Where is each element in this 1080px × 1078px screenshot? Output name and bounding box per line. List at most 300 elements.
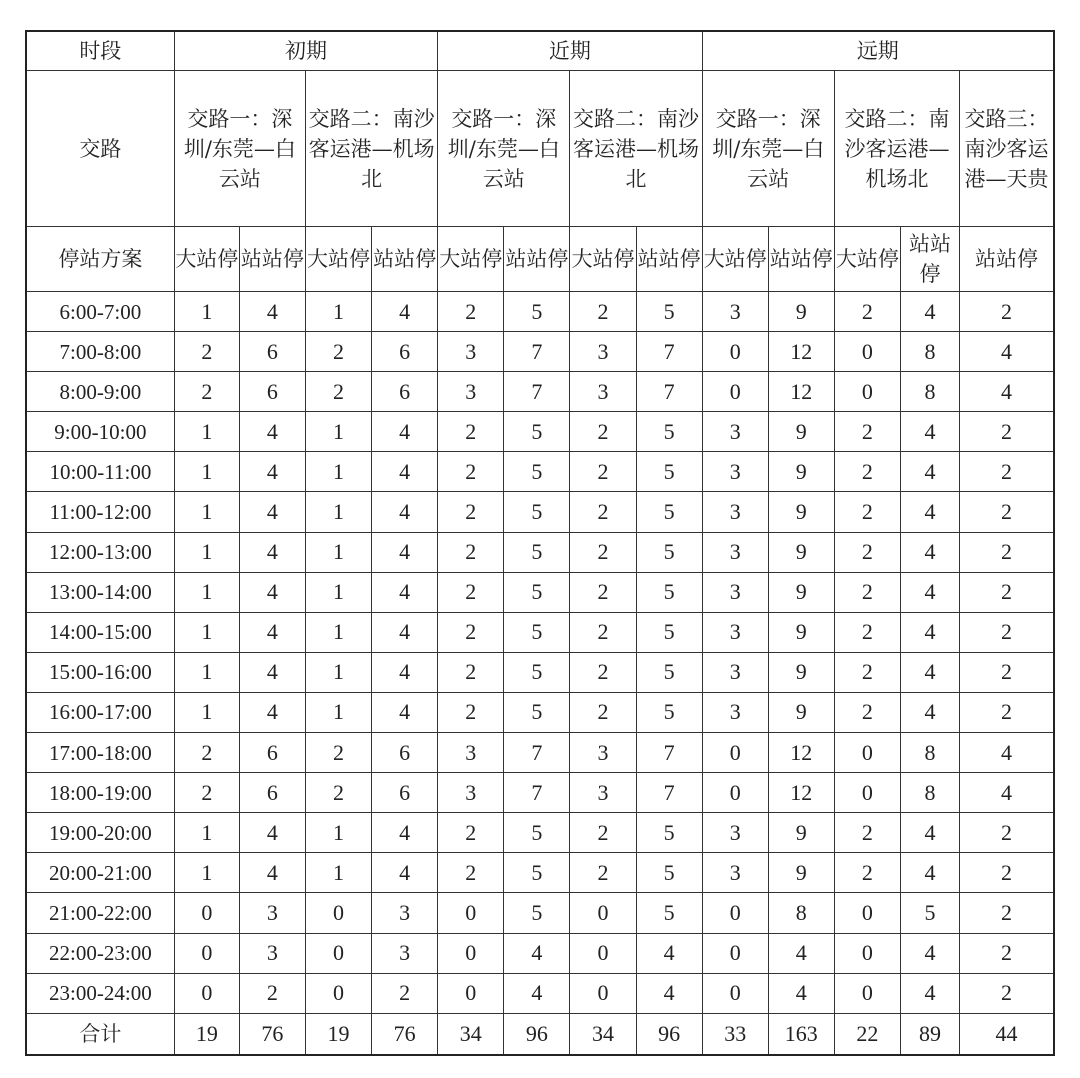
route-header-cell: 交路三：南沙客运港—天贵 [960,71,1054,227]
value-cell: 2 [174,733,239,773]
table-row [26,933,1054,973]
value-cell: 0 [702,973,768,1013]
table-row [26,973,1054,1013]
value-cell: 2 [960,933,1054,973]
value-cell: 5 [636,853,702,893]
value-cell: 2 [570,452,636,492]
value-cell: 4 [900,452,959,492]
value-cell: 4 [960,332,1054,372]
value-cell: 12 [768,372,834,412]
value-cell: 0 [834,372,900,412]
value-cell: 4 [900,612,959,652]
value-cell: 7 [636,332,702,372]
value-cell: 5 [900,893,959,933]
total-cell: 34 [570,1013,636,1055]
stop-type-cell: 站站停 [239,227,305,292]
total-cell: 89 [900,1013,959,1055]
value-cell: 1 [174,813,239,853]
stop-type-cell: 大站停 [570,227,636,292]
value-cell: 5 [636,813,702,853]
value-cell: 9 [768,452,834,492]
value-cell: 4 [504,933,570,973]
table-row [26,893,1054,933]
value-cell: 9 [768,412,834,452]
table-row [26,652,1054,692]
time-slot-cell: 13:00-14:00 [26,572,174,612]
value-cell: 2 [305,773,371,813]
value-cell: 4 [239,692,305,732]
value-cell: 3 [372,893,438,933]
value-cell: 1 [305,452,371,492]
value-cell: 0 [305,893,371,933]
value-cell: 5 [504,893,570,933]
value-cell: 2 [960,292,1054,332]
value-cell: 2 [834,412,900,452]
value-cell: 5 [504,853,570,893]
value-cell: 2 [438,572,504,612]
table-row [26,813,1054,853]
value-cell: 0 [702,372,768,412]
value-cell: 9 [768,532,834,572]
hourly-data-body [26,292,1054,1014]
value-cell: 8 [900,773,959,813]
time-slot-cell: 7:00-8:00 [26,332,174,372]
value-cell: 1 [174,572,239,612]
value-cell: 1 [174,412,239,452]
time-slot-cell: 14:00-15:00 [26,612,174,652]
value-cell: 2 [960,532,1054,572]
value-cell: 7 [504,372,570,412]
stop-type-cell: 大站停 [438,227,504,292]
value-cell: 5 [636,292,702,332]
value-cell: 0 [174,973,239,1013]
value-cell: 4 [900,492,959,532]
value-cell: 3 [570,332,636,372]
time-slot-cell: 16:00-17:00 [26,692,174,732]
stop-type-cell: 站站停 [900,227,959,292]
value-cell: 4 [239,452,305,492]
value-cell: 2 [960,853,1054,893]
value-cell: 2 [438,492,504,532]
total-cell: 19 [305,1013,371,1055]
table-row [26,612,1054,652]
value-cell: 4 [239,532,305,572]
total-cell: 44 [960,1013,1054,1055]
value-cell: 1 [305,572,371,612]
value-cell: 0 [834,933,900,973]
table-row [26,692,1054,732]
value-cell: 1 [305,492,371,532]
time-slot-cell: 20:00-21:00 [26,853,174,893]
value-cell: 1 [174,692,239,732]
value-cell: 1 [174,652,239,692]
value-cell: 2 [960,452,1054,492]
value-cell: 1 [174,853,239,893]
stop-type-header-row [26,227,1054,292]
value-cell: 1 [174,612,239,652]
value-cell: 2 [834,853,900,893]
value-cell: 5 [636,532,702,572]
value-cell: 4 [372,572,438,612]
phase-initial-header: 初期 [174,31,437,71]
value-cell: 0 [438,933,504,973]
value-cell: 3 [438,733,504,773]
value-cell: 5 [636,692,702,732]
table-row [26,332,1054,372]
time-slot-cell: 9:00-10:00 [26,412,174,452]
value-cell: 5 [504,652,570,692]
value-cell: 2 [570,292,636,332]
total-cell: 76 [372,1013,438,1055]
value-cell: 4 [900,933,959,973]
route-header-cell: 交路二：南沙客运港—机场北 [834,71,959,227]
value-cell: 4 [636,973,702,1013]
value-cell: 2 [960,813,1054,853]
value-cell: 3 [702,692,768,732]
value-cell: 2 [960,692,1054,732]
value-cell: 4 [960,773,1054,813]
stop-type-cell: 站站停 [768,227,834,292]
value-cell: 4 [372,652,438,692]
value-cell: 1 [174,452,239,492]
value-cell: 1 [174,292,239,332]
value-cell: 0 [834,893,900,933]
value-cell: 2 [834,612,900,652]
value-cell: 3 [372,933,438,973]
route-header-row [26,71,1054,227]
value-cell: 2 [438,652,504,692]
value-cell: 5 [504,532,570,572]
stop-type-cell: 站站停 [960,227,1054,292]
value-cell: 2 [438,853,504,893]
total-cell: 163 [768,1013,834,1055]
value-cell: 9 [768,853,834,893]
value-cell: 3 [702,492,768,532]
route-header-cell: 交路一：深圳/东莞—白云站 [438,71,570,227]
value-cell: 2 [174,773,239,813]
value-cell: 1 [305,652,371,692]
value-cell: 2 [960,973,1054,1013]
value-cell: 1 [305,853,371,893]
value-cell: 3 [570,372,636,412]
value-cell: 4 [900,292,959,332]
value-cell: 2 [570,612,636,652]
value-cell: 7 [636,733,702,773]
value-cell: 2 [960,572,1054,612]
value-cell: 0 [702,893,768,933]
value-cell: 0 [570,893,636,933]
value-cell: 4 [372,692,438,732]
value-cell: 4 [900,973,959,1013]
value-cell: 7 [504,733,570,773]
value-cell: 9 [768,292,834,332]
value-cell: 2 [960,412,1054,452]
value-cell: 3 [438,332,504,372]
value-cell: 0 [834,973,900,1013]
time-slot-cell: 6:00-7:00 [26,292,174,332]
total-cell: 19 [174,1013,239,1055]
value-cell: 4 [900,853,959,893]
value-cell: 2 [960,612,1054,652]
time-slot-cell: 17:00-18:00 [26,733,174,773]
value-cell: 2 [305,733,371,773]
value-cell: 4 [900,412,959,452]
value-cell: 5 [504,692,570,732]
value-cell: 1 [174,492,239,532]
value-cell: 2 [570,652,636,692]
route-header-cell: 交路二：南沙客运港—机场北 [570,71,702,227]
value-cell: 1 [174,532,239,572]
value-cell: 2 [570,532,636,572]
value-cell: 8 [900,733,959,773]
value-cell: 3 [702,452,768,492]
stop-type-cell: 站站停 [636,227,702,292]
value-cell: 4 [239,853,305,893]
time-slot-cell: 23:00-24:00 [26,973,174,1013]
table-row [26,733,1054,773]
value-cell: 9 [768,492,834,532]
phase-long-term-header: 远期 [702,31,1054,71]
value-cell: 5 [636,893,702,933]
value-cell: 0 [702,933,768,973]
value-cell: 2 [834,532,900,572]
train-stop-plan-table [25,30,1055,1056]
value-cell: 4 [372,853,438,893]
value-cell: 3 [438,372,504,412]
value-cell: 0 [570,933,636,973]
value-cell: 2 [570,692,636,732]
total-row [26,1013,1054,1055]
value-cell: 3 [702,532,768,572]
value-cell: 5 [636,652,702,692]
value-cell: 2 [438,692,504,732]
period-header: 时段 [26,31,174,71]
time-slot-cell: 10:00-11:00 [26,452,174,492]
value-cell: 0 [438,973,504,1013]
time-slot-cell: 15:00-16:00 [26,652,174,692]
value-cell: 4 [960,733,1054,773]
stop-type-cell: 大站停 [174,227,239,292]
value-cell: 4 [239,492,305,532]
phase-header-row [26,31,1054,71]
value-cell: 2 [438,532,504,572]
value-cell: 4 [239,412,305,452]
table-row [26,532,1054,572]
total-cell: 96 [504,1013,570,1055]
value-cell: 9 [768,692,834,732]
value-cell: 7 [636,372,702,412]
value-cell: 5 [504,452,570,492]
value-cell: 5 [504,412,570,452]
value-cell: 6 [372,332,438,372]
value-cell: 8 [900,332,959,372]
value-cell: 4 [372,612,438,652]
value-cell: 5 [636,572,702,612]
value-cell: 2 [174,372,239,412]
value-cell: 0 [305,973,371,1013]
value-cell: 4 [768,933,834,973]
table-row [26,492,1054,532]
value-cell: 0 [438,893,504,933]
time-slot-cell: 21:00-22:00 [26,893,174,933]
value-cell: 5 [504,813,570,853]
stop-type-cell: 站站停 [504,227,570,292]
value-cell: 4 [960,372,1054,412]
total-cell: 22 [834,1013,900,1055]
value-cell: 2 [239,973,305,1013]
value-cell: 4 [372,492,438,532]
value-cell: 12 [768,733,834,773]
value-cell: 0 [702,773,768,813]
table-row [26,292,1054,332]
table-row [26,372,1054,412]
value-cell: 0 [834,332,900,372]
value-cell: 2 [834,452,900,492]
time-slot-cell: 19:00-20:00 [26,813,174,853]
value-cell: 1 [305,813,371,853]
value-cell: 4 [372,412,438,452]
time-slot-cell: 11:00-12:00 [26,492,174,532]
value-cell: 5 [504,492,570,532]
value-cell: 4 [372,813,438,853]
value-cell: 6 [372,773,438,813]
value-cell: 4 [239,652,305,692]
stop-plan-header: 停站方案 [26,227,174,292]
value-cell: 5 [636,452,702,492]
value-cell: 2 [570,853,636,893]
value-cell: 1 [305,412,371,452]
value-cell: 0 [570,973,636,1013]
value-cell: 4 [900,813,959,853]
value-cell: 3 [702,612,768,652]
value-cell: 3 [702,572,768,612]
value-cell: 3 [570,733,636,773]
value-cell: 2 [960,492,1054,532]
table-row [26,452,1054,492]
value-cell: 4 [239,292,305,332]
route-header: 交路 [26,71,174,227]
value-cell: 2 [570,572,636,612]
total-cell: 96 [636,1013,702,1055]
value-cell: 0 [702,733,768,773]
value-cell: 1 [305,532,371,572]
value-cell: 3 [570,773,636,813]
value-cell: 9 [768,612,834,652]
value-cell: 4 [239,612,305,652]
value-cell: 3 [702,652,768,692]
value-cell: 7 [636,773,702,813]
value-cell: 2 [834,652,900,692]
value-cell: 2 [834,692,900,732]
value-cell: 2 [438,292,504,332]
value-cell: 4 [636,933,702,973]
route-header-cell: 交路一：深圳/东莞—白云站 [702,71,834,227]
value-cell: 4 [372,292,438,332]
value-cell: 0 [834,773,900,813]
value-cell: 2 [834,572,900,612]
value-cell: 4 [372,532,438,572]
value-cell: 3 [702,813,768,853]
value-cell: 6 [372,372,438,412]
value-cell: 2 [570,492,636,532]
value-cell: 4 [372,452,438,492]
stop-type-cell: 大站停 [702,227,768,292]
value-cell: 4 [239,572,305,612]
table-row [26,853,1054,893]
value-cell: 3 [438,773,504,813]
value-cell: 2 [438,813,504,853]
value-cell: 2 [834,292,900,332]
time-slot-cell: 8:00-9:00 [26,372,174,412]
phase-near-term-header: 近期 [438,31,702,71]
value-cell: 4 [239,813,305,853]
value-cell: 4 [768,973,834,1013]
value-cell: 5 [504,292,570,332]
value-cell: 1 [305,292,371,332]
value-cell: 9 [768,572,834,612]
route-header-cell: 交路二：南沙客运港—机场北 [305,71,437,227]
value-cell: 2 [960,893,1054,933]
time-slot-cell: 18:00-19:00 [26,773,174,813]
value-cell: 3 [702,292,768,332]
value-cell: 3 [239,893,305,933]
value-cell: 2 [372,973,438,1013]
value-cell: 0 [174,893,239,933]
time-slot-cell: 22:00-23:00 [26,933,174,973]
value-cell: 0 [702,332,768,372]
value-cell: 5 [636,612,702,652]
value-cell: 2 [834,492,900,532]
value-cell: 4 [504,973,570,1013]
value-cell: 2 [834,813,900,853]
value-cell: 9 [768,652,834,692]
value-cell: 8 [768,893,834,933]
value-cell: 2 [570,813,636,853]
value-cell: 2 [438,612,504,652]
value-cell: 2 [305,372,371,412]
value-cell: 1 [305,692,371,732]
value-cell: 2 [438,412,504,452]
value-cell: 0 [305,933,371,973]
time-slot-cell: 12:00-13:00 [26,532,174,572]
value-cell: 7 [504,773,570,813]
total-cell: 76 [239,1013,305,1055]
value-cell: 2 [570,412,636,452]
value-cell: 2 [174,332,239,372]
value-cell: 5 [636,412,702,452]
value-cell: 12 [768,773,834,813]
stop-type-cell: 大站停 [305,227,371,292]
table-row [26,572,1054,612]
value-cell: 2 [438,452,504,492]
value-cell: 4 [900,532,959,572]
value-cell: 3 [702,853,768,893]
value-cell: 0 [834,733,900,773]
value-cell: 3 [239,933,305,973]
value-cell: 6 [239,733,305,773]
value-cell: 1 [305,612,371,652]
value-cell: 5 [504,612,570,652]
value-cell: 2 [305,332,371,372]
value-cell: 4 [900,572,959,612]
value-cell: 5 [636,492,702,532]
total-cell: 33 [702,1013,768,1055]
value-cell: 8 [900,372,959,412]
value-cell: 0 [174,933,239,973]
value-cell: 9 [768,813,834,853]
table-row [26,773,1054,813]
value-cell: 4 [900,692,959,732]
